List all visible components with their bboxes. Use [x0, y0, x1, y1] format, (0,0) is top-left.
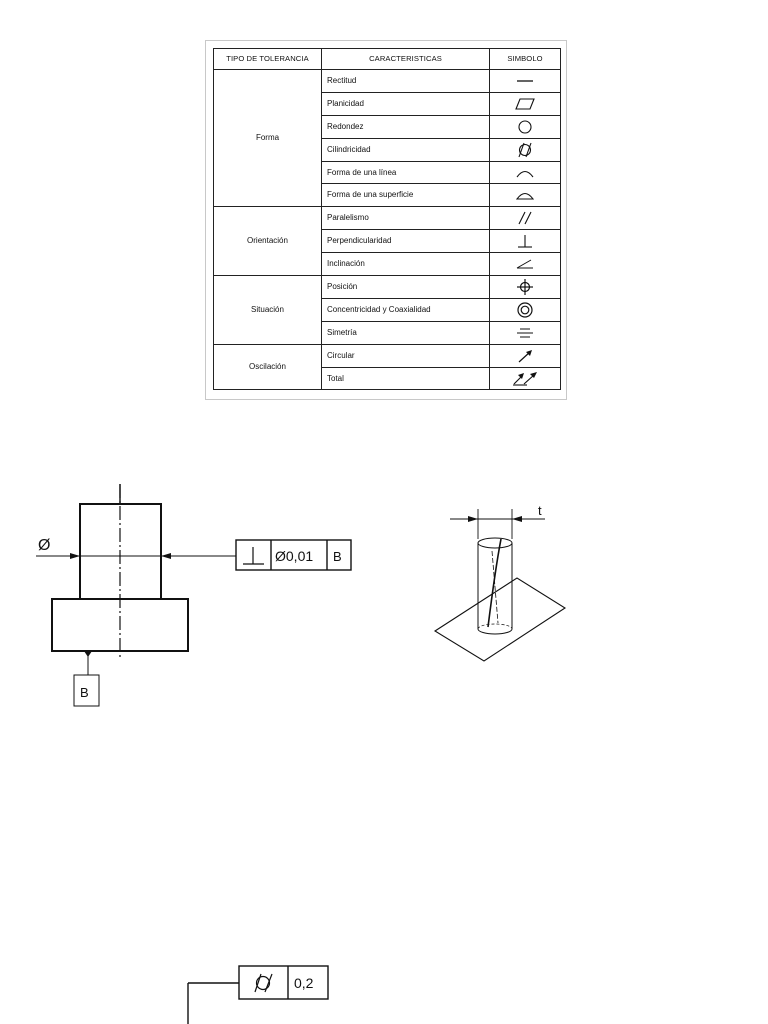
- characteristic-cell: Rectitud: [322, 70, 490, 93]
- characteristic-cell: Perpendicularidad: [322, 230, 490, 253]
- table-header-row: [214, 49, 561, 70]
- concentricity-symbol-icon: [490, 298, 561, 321]
- characteristic-cell: Concentricidad y Coaxialidad: [322, 298, 490, 321]
- header-characteristic: CARACTERISTICAS: [322, 49, 490, 70]
- fcf-tolerance-value: Ø0,01: [275, 548, 314, 564]
- total-runout-symbol-icon: [490, 367, 561, 390]
- straightness-symbol-icon: [490, 70, 561, 93]
- circularity-symbol-icon: [490, 115, 561, 138]
- type-cell-orientacion: Orientación: [214, 207, 322, 276]
- type-cell-forma: Forma: [214, 70, 322, 207]
- characteristic-cell: Redondez: [322, 115, 490, 138]
- bottom-frame-tolerance: 0,2: [294, 975, 314, 991]
- diameter-arrow-left: [70, 553, 80, 559]
- characteristic-cell: Cilindricidad: [322, 138, 490, 161]
- table-row: [214, 70, 561, 93]
- perpendicularity-symbol-icon: [490, 230, 561, 253]
- characteristic-cell: Posición: [322, 276, 490, 299]
- tolerance-table-frame: [205, 40, 567, 400]
- circular-runout-symbol-icon: [490, 344, 561, 367]
- part-drawing: [0, 470, 380, 720]
- characteristic-cell: Planicidad: [322, 92, 490, 115]
- tolerance-zone-drawing: [430, 495, 580, 665]
- parallelism-symbol-icon: [490, 207, 561, 230]
- position-symbol-icon: [490, 276, 561, 299]
- datum-triangle: [84, 651, 92, 657]
- diameter-label: Ø: [38, 537, 51, 554]
- characteristic-cell: Simetría: [322, 321, 490, 344]
- tolerance-t-label: t: [538, 503, 542, 518]
- characteristic-cell: Total: [322, 367, 490, 390]
- angularity-symbol-icon: [490, 253, 561, 276]
- surface-profile-symbol-icon: [490, 184, 561, 207]
- characteristic-cell: Circular: [322, 344, 490, 367]
- datum-plane: [435, 578, 565, 661]
- bottom-feature-control-frame: [180, 958, 340, 1024]
- table-row: [214, 344, 561, 367]
- header-type: TIPO DE TOLERANCIA: [214, 49, 322, 70]
- type-cell-situacion: Situación: [214, 276, 322, 345]
- characteristic-cell: Forma de una línea: [322, 161, 490, 184]
- datum-label: B: [80, 685, 89, 700]
- characteristic-cell: Forma de una superficie: [322, 184, 490, 207]
- cylinder-bottom: [478, 629, 512, 634]
- fcf-datum-reference: B: [333, 549, 342, 564]
- characteristic-cell: Paralelismo: [322, 207, 490, 230]
- table-row: [214, 276, 561, 299]
- feature-control-frame: [236, 540, 351, 570]
- type-cell-oscilacion: Oscilación: [214, 344, 322, 390]
- table-row: [214, 207, 561, 230]
- characteristic-cell: Inclinación: [322, 253, 490, 276]
- diameter-arrow-right: [161, 553, 171, 559]
- tolerance-table: [213, 48, 561, 390]
- cylindricity-symbol-icon: [490, 138, 561, 161]
- cylinder-top: [478, 538, 512, 548]
- symmetry-symbol-icon: [490, 321, 561, 344]
- line-profile-symbol-icon: [490, 161, 561, 184]
- header-symbol: SIMBOLO: [490, 49, 561, 70]
- flatness-symbol-icon: [490, 92, 561, 115]
